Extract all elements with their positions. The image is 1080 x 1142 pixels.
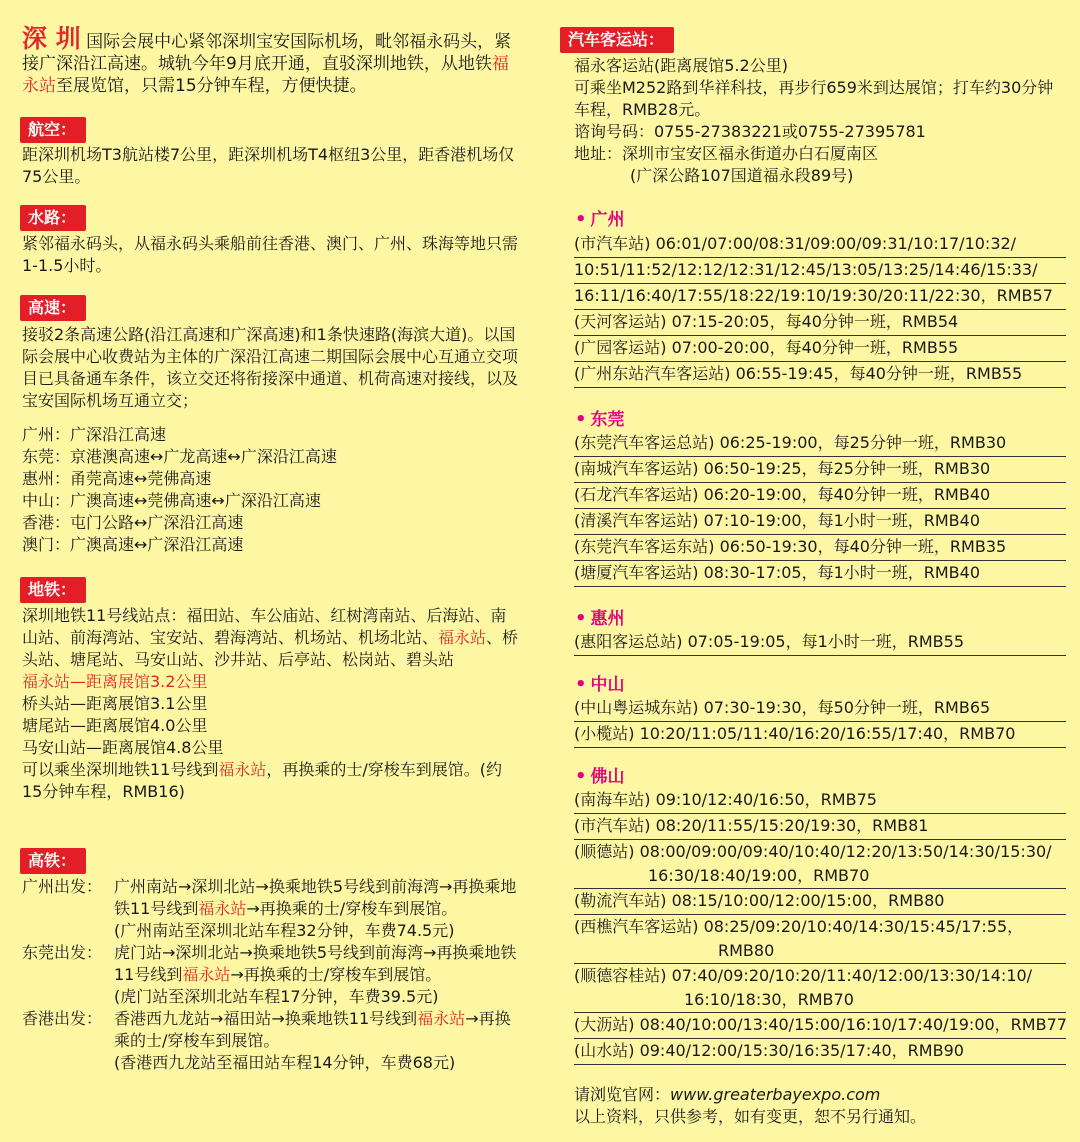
section-zhongshan: • 中山 <box>575 674 625 695</box>
tag-water: 水路： <box>20 205 86 231</box>
zs-row-1: (中山粤运城东站) 07:30-19:30，每50分钟一班，RMB65 <box>574 696 1066 722</box>
route-hongkong: 香港：屯门公路↔广深沿江高速 <box>22 513 244 532</box>
bus-line-2: 可乘坐M252路到华祥科技，再步行659米到达展馆；打车约30分钟车程，RMB28元。 <box>574 78 1054 119</box>
dg-row-6: (塘厦汽车客运站) 08:30-17:05，每1小时一班，RMB40 <box>574 561 1066 587</box>
zs-row-2: (小榄站) 10:20/11:05/11:40/16:20/16:55/17:40，RMB70 <box>574 722 1066 748</box>
gz-row-1a: (市汽车站) 06:01/07:00/08:31/09:00/09:31/10:17/10:32/ <box>574 232 1066 258</box>
fs-row-6: (顺德容桂站) 07:40/09:20/10:20/11:40/12:00/13:30/14:10/ 16:10/18:30，RMB70 <box>574 964 1066 1013</box>
gz-row-1c: 16:11/16:40/17:55/18:22/19:10/19:30/20:11/22:30，RMB57 <box>574 284 1066 310</box>
metro-dist-1: 桥头站—距离展馆3.1公里 <box>22 694 208 713</box>
disclaimer: 以上资料，只供参考，如有变更，恕不另行通知。 <box>574 1107 927 1126</box>
highway-text: 接驳2条高速公路(沿江高速和广深高速)和1条快速路(海滨大道)。以国际会展中心收费站为主体的广深沿江高速二期国际会展中心互通立交项目已具备通车条件，该立交还将衔接深中通道、机荷高速对接线，以及宝安国际机场互通立交； <box>22 325 519 410</box>
highway-routes <box>22 424 522 556</box>
route-macau: 澳门：广澳高速↔广深沿江高速 <box>22 535 244 554</box>
fs-row-3: (顺德站) 08:00/09:00/09:40/10:40/12:20/13:50/14:30/15:30/ 16:30/18:40/19:00，RMB70 <box>574 840 1066 889</box>
guangzhou-table <box>574 232 1066 388</box>
dg-row-2: (南城汽车客运站) 06:50-19:25，每25分钟一班，RMB30 <box>574 457 1066 483</box>
gz-row-3: (广园客运站) 07:00-20:00，每40分钟一班，RMB55 <box>574 336 1066 362</box>
hsr-dongguan: 东莞出发： 虎门站→深圳北站→换乘地铁5号线到前海湾→再换乘地铁11号线到福永站→再换乘的士/穿梭车到展馆。 (虎门站至深圳北站车程17分钟，车费39.5元) <box>22 943 517 1006</box>
metro-stations: 深圳地铁11号线站点：福田站、车公庙站、红树湾南站、后海站、南山站、前海湾站、宝安站、碧海湾站、机场站、机场北站、福永站、桥头站、塘尾站、马安山站、沙井站、后亭站、松岗站、碧头站 <box>22 606 519 669</box>
footer <box>574 1084 1066 1128</box>
metro-note: 可以乘坐深圳地铁11号线到福永站，再换乘的士/穿梭车到展馆。(约15分钟车程，RMB16) <box>22 760 503 801</box>
fs-row-2: (市汽车站) 08:20/11:55/15:20/19:30，RMB81 <box>574 814 1066 840</box>
tag-hsr: 高铁： <box>20 848 86 874</box>
fs-row-8: (山水站) 09:40/12:00/15:30/16:35/17:40，RMB90 <box>574 1039 1066 1065</box>
bus-phone: 谘询号码：0755-27383221或0755-27395781 <box>574 122 926 141</box>
route-huizhou: 惠州：甬莞高速↔莞佛高速 <box>22 469 212 488</box>
fs-row-4: (勒流汽车站) 08:15/10:00/12:00/15:00，RMB80 <box>574 889 1066 915</box>
route-zhongshan: 中山：广澳高速↔莞佛高速↔广深沿江高速 <box>22 491 321 510</box>
hz-row-1: (惠阳客运总站) 07:05-19:05，每1小时一班，RMB55 <box>574 630 1066 656</box>
section-foshan: • 佛山 <box>575 766 625 787</box>
air-text: 距深圳机场T3航站楼7公里，距深圳机场T4枢纽3公里，距香港机场仅75公里。 <box>22 145 515 186</box>
intro-text-a: 国际会展中心紧邻深圳宝安国际机场，毗邻福永码头，紧接广深沿江高速。城轨今年9月底开通，直驳深圳地铁，从地铁 <box>22 32 512 74</box>
tag-metro: 地铁： <box>20 577 86 603</box>
hsr-hongkong: 香港出发： 香港西九龙站→福田站→换乘地铁11号线到福永站→再换乘的士/穿梭车到展馆。 (香港西九龙站至福田站车程14分钟，车费68元) <box>22 1009 511 1072</box>
gz-row-4: (广州东站汽车客运站) 06:55-19:45，每40分钟一班，RMB55 <box>574 362 1066 388</box>
metro-block <box>22 605 522 803</box>
intro-highlight: 福永站 <box>22 54 509 96</box>
intro-paragraph <box>22 24 522 97</box>
dongguan-table <box>574 431 1066 587</box>
bus-block <box>574 55 1066 187</box>
hsr-block <box>22 876 517 1074</box>
section-dongguan: • 东莞 <box>575 409 625 430</box>
bus-line-1: 福永客运站(距离展馆5.2公里) <box>574 56 788 75</box>
dg-row-3: (石龙汽车客运站) 06:20-19:00，每40分钟一班，RMB40 <box>574 483 1066 509</box>
fs-row-5: (西樵汽车客运站) 08:25/09:20/10:40/14:30/15:45/17:55， RMB80 <box>574 915 1066 964</box>
metro-dist-2: 塘尾站—距离展馆4.0公里 <box>22 716 208 735</box>
hsr-guangzhou: 广州出发： 广州南站→深圳北站→换乘地铁5号线到前海湾→再换乘地铁11号线到福永站→再换乘的士/穿梭车到展馆。 (广州南站至深圳北站车程32分钟，车费74.5元) <box>22 877 517 940</box>
metro-dist-highlight: 福永站—距离展馆3.2公里 <box>22 672 208 691</box>
website-link[interactable]: www.greaterbayexpo.com <box>670 1085 881 1104</box>
section-huizhou: • 惠州 <box>575 608 625 629</box>
tag-air: 航空： <box>20 117 86 143</box>
bus-address: 地址：深圳市宝安区福永街道办白石厦南区 <box>574 144 879 163</box>
water-text: 紧邻福永码头，从福永码头乘船前往香港、澳门、广州、珠海等地只需1-1.5小时。 <box>22 234 519 275</box>
metro-station-highlight: 福永站 <box>438 628 487 647</box>
dg-row-1: (东莞汽车客运总站) 06:25-19:00，每25分钟一班，RMB30 <box>574 431 1066 457</box>
tag-bus: 汽车客运站： <box>560 27 674 53</box>
fs-row-1: (南海车站) 09:10/12:40/16:50，RMB75 <box>574 788 1066 814</box>
website-line: 请浏览官网：www.greaterbayexpo.com <box>574 1085 881 1104</box>
route-dongguan: 东莞：京港澳高速↔广龙高速↔广深沿江高速 <box>22 447 337 466</box>
section-guangzhou: • 广州 <box>575 209 625 230</box>
fs-row-7: (大沥站) 08:40/10:00/13:40/15:00/16:10/17:40/19:00，RMB77 <box>574 1013 1066 1039</box>
dg-row-5: (东莞汽车客运东站) 06:50-19:30，每40分钟一班，RMB35 <box>574 535 1066 561</box>
intro-text-b: 至展览馆，只需15分钟车程，方便快捷。 <box>56 76 367 96</box>
dg-row-4: (清溪汽车客运站) 07:10-19:00，每1小时一班，RMB40 <box>574 509 1066 535</box>
tag-highway: 高速： <box>20 295 86 321</box>
route-guangzhou: 广州：广深沿江高速 <box>22 425 167 444</box>
foshan-table <box>574 788 1066 1065</box>
gz-row-1b: 10:51/11:52/12:12/12:31/12:45/13:05/13:25/14:46/15:33/ <box>574 258 1066 284</box>
gz-row-2: (天河客运站) 07:15-20:05，每40分钟一班，RMB54 <box>574 310 1066 336</box>
zhongshan-table <box>574 696 1066 748</box>
metro-dist-3: 马安山站—距离展馆4.8公里 <box>22 738 224 757</box>
bus-address-2: (广深公路107国道福永段89号) <box>630 166 854 185</box>
huizhou-table <box>574 630 1066 656</box>
city-name: 深 圳 <box>22 24 81 53</box>
